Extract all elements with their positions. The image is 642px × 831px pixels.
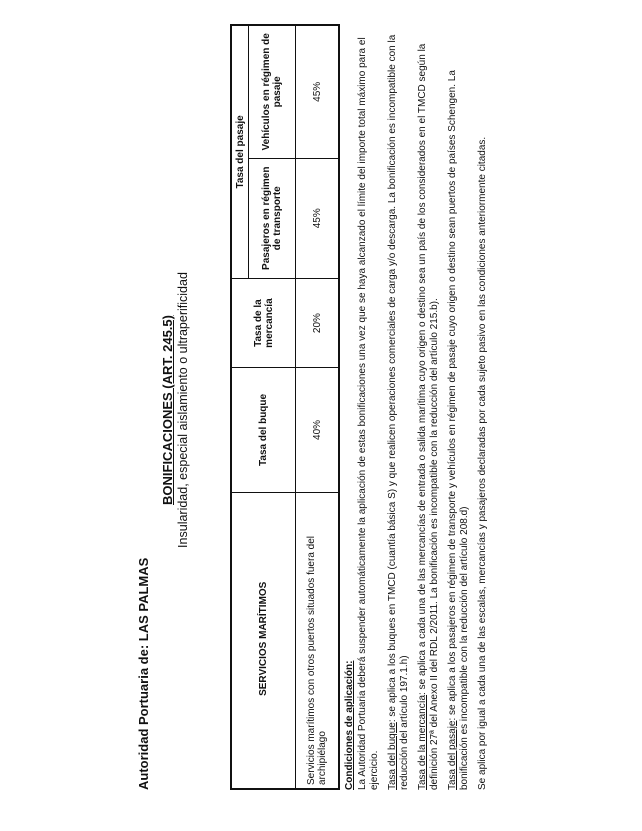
cell-mercancia: 20% [296, 278, 340, 367]
document-subtitle: Insularidad, especial aislamiento o ultraperificidad [176, 272, 190, 548]
condition-text-mercancia: : se aplica a cada una de las mercancías de entrada o salida marítima cuyo origen o destino sea un país de los considerados en el TMCD según la definición 27ª del Anexo II del RDL 2/2011. La bonificación es incompatible con la reducción del artículo 215.b). [417, 43, 440, 790]
header-tasa-pasaje: Tasa del pasaje [231, 25, 249, 278]
cell-vehiculos: 45% [296, 25, 340, 158]
port-authority-title: Autoridad Portuaria de: LAS PALMAS [136, 557, 151, 790]
condition-label-mercancia: Tasa de la mercancía [417, 694, 428, 790]
conditions-title: Condiciones de aplicación: [344, 660, 355, 790]
condition-label-pasaje: Tasa del pasaje [447, 720, 458, 790]
condition-text-buque: : se aplica a los buques en TMCD (cuantía básica S) y que realicen operaciones comerciales de carga y/o descarga. La bonificación es incompatible con la reducción del artículo 197.1.h) [387, 34, 410, 790]
condition-paragraph-mercancia [417, 24, 441, 790]
table-row [296, 25, 340, 789]
rotated-content [134, 20, 524, 800]
condition-paragraph-buque [387, 24, 411, 790]
condition-paragraph-limit: La Autoridad Portuaria deberá suspender automáticamente la aplicación de estas bonificaciones una vez que se haya alcanzado el límite del importe total máximo para el ejercicio. [357, 37, 380, 790]
condition-text-pasaje: : se aplica a los pasajeros en régimen de transporte y vehículos en régimen de pasaje cuyo origen o destino sean puertos de países Schengen. La bonificación es incompatible con la reducción del artículo 208.d) [447, 70, 470, 790]
cell-service: Servicios marítimos con otros puertos situados fuera del archipiélago [296, 492, 340, 789]
conditions-section [344, 24, 495, 790]
bonus-table [230, 24, 340, 790]
condition-paragraph-general: Se aplica por igual a cada una de las escalas, mercancías y pasajeros declaradas por cada sujeto pasivo en las condiciones anteriormente citadas. [477, 136, 488, 790]
header-tasa-mercancia: Tasa de la mercancía [231, 278, 296, 367]
cell-buque: 40% [296, 368, 340, 492]
cell-pasajeros: 45% [296, 158, 340, 278]
header-vehiculos: Vehículos en régimen de pasaje [249, 25, 296, 158]
document-title-text: BONIFICACIONES (ART. 245.5) [160, 315, 175, 505]
header-pasajeros: Pasajeros en régimen de transporte [249, 158, 296, 278]
header-servicios: SERVICIOS MARÍTIMOS [231, 492, 296, 789]
document-title [160, 20, 175, 800]
header-tasa-buque: Tasa del buque [231, 368, 296, 492]
condition-paragraph-pasaje [447, 24, 471, 790]
condition-label-buque: Tasa del buque [387, 722, 398, 790]
